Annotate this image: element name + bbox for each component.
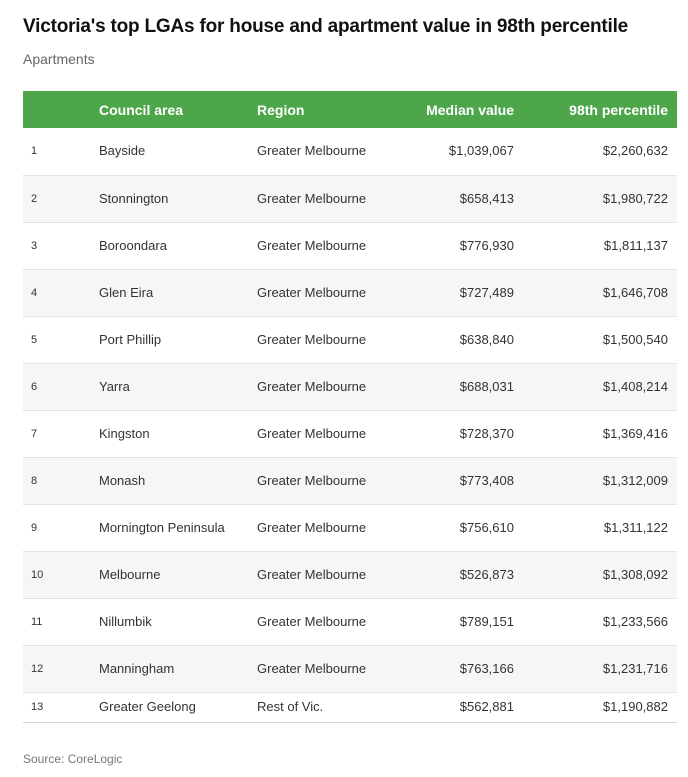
cell-region: Greater Melbourne xyxy=(257,284,367,300)
cell-region: Greater Melbourne xyxy=(257,378,367,394)
table-header xyxy=(23,91,677,128)
cell-council-area: Manningham xyxy=(99,660,175,676)
cell-region: Greater Melbourne xyxy=(257,519,367,535)
cell-region: Greater Melbourne xyxy=(257,613,367,629)
cell-98th-percentile: $1,408,214 xyxy=(602,378,668,394)
cell-median-value: $638,840 xyxy=(459,331,514,347)
cell-council-area: Boroondara xyxy=(99,237,167,253)
cell-98th-percentile: $2,260,632 xyxy=(602,143,668,159)
cell-median-value: $688,031 xyxy=(459,378,514,394)
table-row xyxy=(23,128,677,175)
cell-region: Greater Melbourne xyxy=(257,237,367,253)
table-row xyxy=(23,551,677,598)
cell-council-area: Kingston xyxy=(99,425,150,441)
cell-98th-percentile: $1,646,708 xyxy=(602,284,668,300)
cell-council-area: Yarra xyxy=(99,378,130,394)
cell-region: Greater Melbourne xyxy=(257,143,367,159)
cell-98th-percentile: $1,369,416 xyxy=(602,425,668,441)
cell-98th-percentile: $1,980,722 xyxy=(602,190,668,206)
cell-rank: 2 xyxy=(31,192,38,205)
table-row xyxy=(23,410,677,457)
cell-rank: 9 xyxy=(31,521,38,534)
cell-council-area: Greater Geelong xyxy=(99,699,196,714)
cell-rank: 10 xyxy=(31,568,44,581)
cell-region: Greater Melbourne xyxy=(257,472,367,488)
cell-council-area: Glen Eira xyxy=(99,284,154,300)
column-header-region: Region xyxy=(257,101,305,118)
table-row xyxy=(23,175,677,222)
table-row xyxy=(23,692,677,722)
cell-98th-percentile: $1,233,566 xyxy=(602,613,668,629)
cell-98th-percentile: $1,231,716 xyxy=(602,660,668,676)
cell-median-value: $562,881 xyxy=(459,699,514,714)
cell-median-value: $526,873 xyxy=(459,566,514,582)
cell-median-value: $1,039,067 xyxy=(448,143,514,159)
column-header-council-area: Council area xyxy=(99,101,184,118)
page-title: Victoria's top LGAs for house and apartment value in 98th percentile xyxy=(23,16,629,37)
cell-rank: 7 xyxy=(31,427,38,440)
cell-median-value: $727,489 xyxy=(459,284,514,300)
data-table xyxy=(23,91,677,723)
table-header-row xyxy=(23,91,677,128)
source-note: Source: CoreLogic xyxy=(23,752,123,766)
cell-region: Greater Melbourne xyxy=(257,566,367,582)
cell-region: Greater Melbourne xyxy=(257,425,367,441)
cell-98th-percentile: $1,500,540 xyxy=(602,331,668,347)
cell-rank: 6 xyxy=(31,380,38,393)
cell-median-value: $773,408 xyxy=(459,472,514,488)
cell-rank: 11 xyxy=(31,615,43,628)
cell-council-area: Port Phillip xyxy=(99,331,162,347)
cell-rank: 8 xyxy=(31,474,38,487)
cell-98th-percentile: $1,811,137 xyxy=(603,237,668,253)
table-row xyxy=(23,222,677,269)
cell-median-value: $728,370 xyxy=(459,425,514,441)
cell-98th-percentile: $1,308,092 xyxy=(602,566,668,582)
cell-98th-percentile: $1,312,009 xyxy=(602,472,668,488)
cell-rank: 13 xyxy=(31,701,44,713)
cell-98th-percentile: $1,311,122 xyxy=(603,519,668,535)
cell-region: Greater Melbourne xyxy=(257,190,367,206)
cell-rank: 12 xyxy=(31,662,44,675)
column-header-98th-percentile: 98th percentile xyxy=(569,101,668,118)
table-row xyxy=(23,645,677,692)
cell-median-value: $789,151 xyxy=(459,613,514,629)
table-row xyxy=(23,457,677,504)
cell-council-area: Nillumbik xyxy=(99,613,152,629)
cell-median-value: $658,413 xyxy=(459,190,514,206)
page-subtitle: Apartments xyxy=(23,51,95,67)
cell-council-area: Mornington Peninsula xyxy=(99,519,225,535)
cell-council-area: Stonnington xyxy=(99,190,169,206)
cell-council-area: Monash xyxy=(99,472,146,488)
cell-rank: 4 xyxy=(31,286,38,299)
table-row xyxy=(23,504,677,551)
cell-region: Rest of Vic. xyxy=(257,699,324,714)
table-row xyxy=(23,316,677,363)
cell-region: Greater Melbourne xyxy=(257,331,367,347)
cell-median-value: $776,930 xyxy=(459,237,514,253)
cell-median-value: $763,166 xyxy=(459,660,514,676)
column-header-median-value: Median value xyxy=(426,101,514,118)
cell-98th-percentile: $1,190,882 xyxy=(602,699,668,714)
column-header-rank xyxy=(23,91,99,128)
cell-council-area: Bayside xyxy=(99,143,146,159)
table-row xyxy=(23,363,677,410)
table-row xyxy=(23,598,677,645)
table-row xyxy=(23,269,677,316)
cell-rank: 5 xyxy=(31,333,38,346)
cell-median-value: $756,610 xyxy=(459,519,514,535)
cell-rank: 1 xyxy=(31,145,38,158)
cell-council-area: Melbourne xyxy=(99,566,161,582)
table-body xyxy=(23,128,677,722)
cell-region: Greater Melbourne xyxy=(257,660,367,676)
cell-rank: 3 xyxy=(31,239,38,252)
